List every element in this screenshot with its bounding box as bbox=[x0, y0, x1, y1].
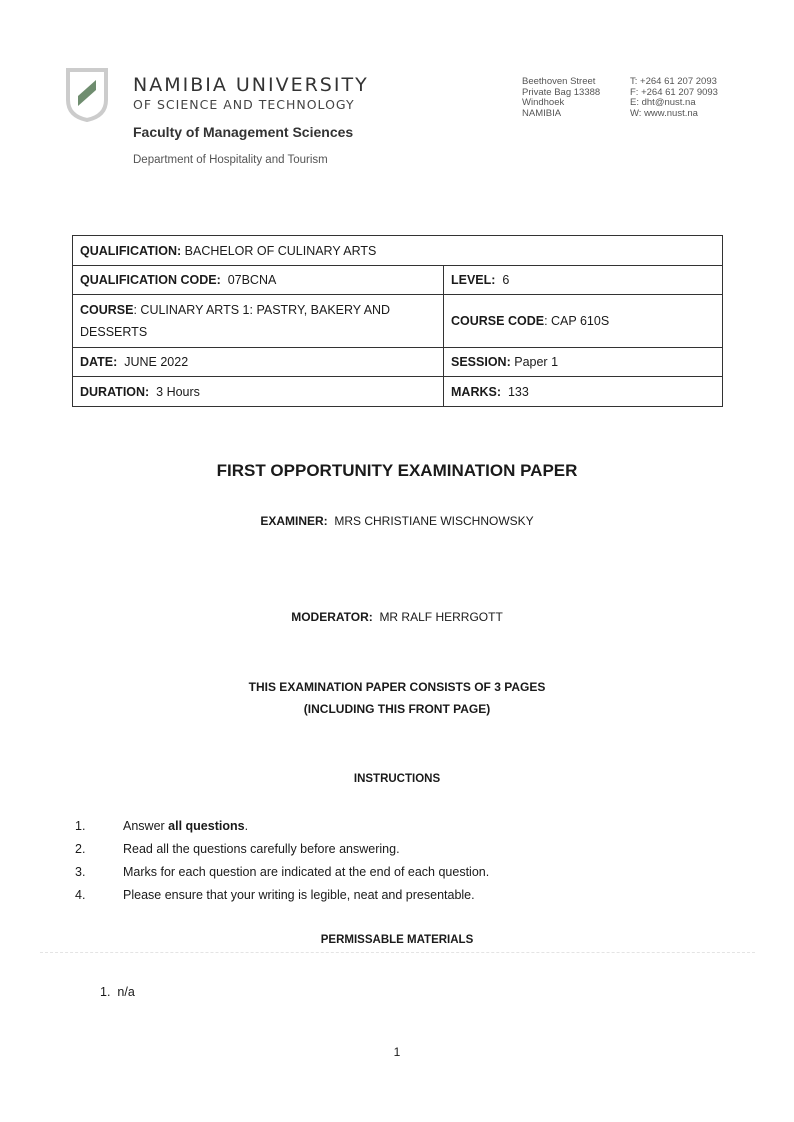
qualification-code-cell: QUALIFICATION CODE: 07BCNA bbox=[73, 266, 444, 295]
examiner-line: EXAMINER: MRS CHRISTIANE WISCHNOWSKY bbox=[260, 514, 534, 528]
address-line: Beethoven Street bbox=[522, 76, 596, 87]
date-cell: DATE: JUNE 2022 bbox=[73, 348, 444, 377]
instruction-item: 4. Please ensure that your writing is legible, neat and presentable. bbox=[75, 888, 475, 902]
page-count-note: (INCLUDING THIS FRONT PAGE) bbox=[303, 702, 491, 716]
duration-cell: DURATION: 3 Hours bbox=[73, 377, 444, 407]
university-subtitle: OF SCIENCE AND TECHNOLOGY bbox=[133, 97, 355, 112]
course-cell: COURSE: CULINARY ARTS 1: PASTRY, BAKERY AND DESSERTS bbox=[73, 295, 444, 348]
material-item: 1. n/a bbox=[100, 985, 135, 999]
address-line: Private Bag 13388 bbox=[522, 86, 601, 98]
contact-line: T: +264 61 207 2093 bbox=[630, 76, 717, 87]
address-block bbox=[522, 77, 600, 119]
contact-line: E: dht@nust.na bbox=[630, 97, 696, 108]
level-cell: LEVEL: 6 bbox=[444, 266, 723, 295]
page-title: FIRST OPPORTUNITY EXAMINATION PAPER bbox=[216, 461, 578, 480]
session-cell: SESSION: Paper 1 bbox=[444, 348, 723, 377]
address-line: NAMIBIA bbox=[522, 107, 562, 119]
page-number: 1 bbox=[393, 1045, 401, 1059]
contact-line: W: www.nust.na bbox=[630, 107, 698, 119]
instructions-heading: INSTRUCTIONS bbox=[353, 773, 441, 785]
course-code-cell: COURSE CODE: CAP 610S bbox=[444, 295, 723, 348]
instruction-item: 2. Read all the questions carefully before answering. bbox=[75, 842, 400, 856]
exam-info-table bbox=[72, 235, 723, 407]
contact-block bbox=[630, 77, 718, 119]
faculty-name: Faculty of Management Sciences bbox=[133, 124, 354, 140]
address-line: Windhoek bbox=[522, 97, 565, 108]
marks-cell: MARKS: 133 bbox=[444, 377, 723, 407]
instruction-item: 3. Marks for each question are indicated at the end of each question. bbox=[75, 865, 490, 879]
divider bbox=[40, 952, 755, 953]
materials-heading: PERMISSABLE MATERIALS bbox=[320, 934, 474, 946]
contact-line: F: +264 61 207 9093 bbox=[630, 86, 718, 98]
instruction-item: 1. Answer all questions. bbox=[75, 819, 249, 833]
qualification-cell: QUALIFICATION: BACHELOR OF CULINARY ARTS bbox=[73, 236, 723, 266]
university-name: NAMIBIA UNIVERSITY bbox=[133, 74, 369, 96]
university-logo-icon bbox=[64, 66, 110, 122]
page-count-line: THIS EXAMINATION PAPER CONSISTS OF 3 PAGES bbox=[248, 680, 546, 694]
department-name: Department of Hospitality and Tourism bbox=[133, 154, 328, 166]
moderator-line: MODERATOR: MR RALF HERRGOTT bbox=[291, 610, 503, 624]
